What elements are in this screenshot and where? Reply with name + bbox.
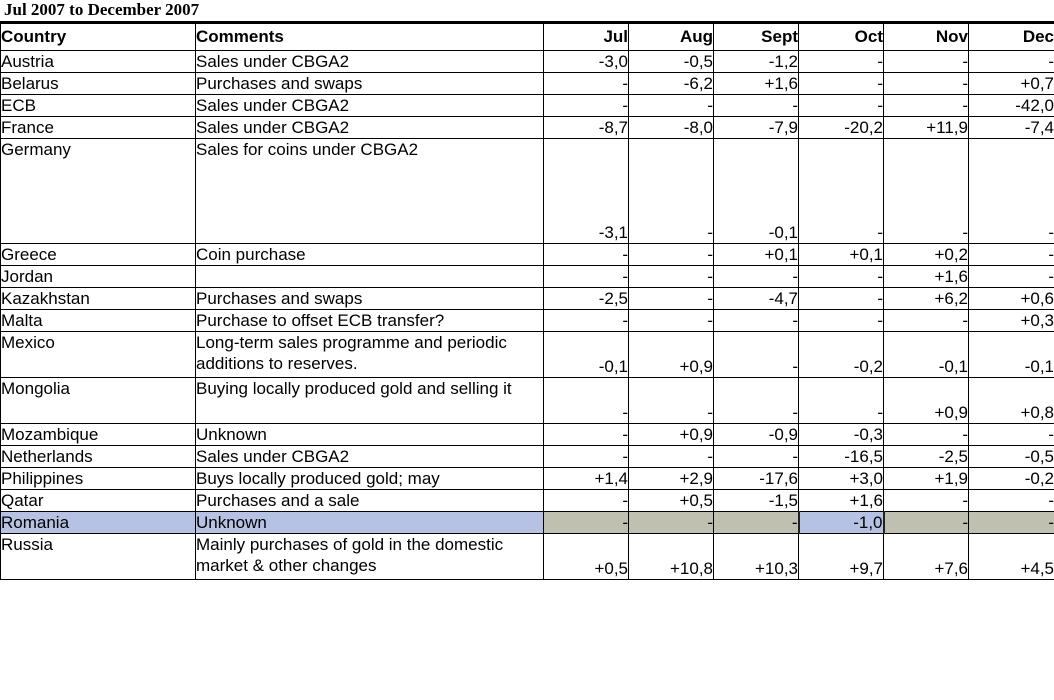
cell-dec[interactable]: - [969, 266, 1054, 288]
cell-nov[interactable]: - [884, 95, 969, 117]
cell-comments[interactable]: Buys locally produced gold; may [196, 468, 544, 490]
cell-jul[interactable]: -8,7 [544, 117, 629, 139]
cell-country[interactable]: Romania [1, 512, 196, 534]
cell-aug[interactable]: - [629, 288, 714, 310]
cell-country[interactable]: Qatar [1, 490, 196, 512]
cell-nov[interactable]: +0,9 [884, 378, 969, 424]
cell-aug[interactable]: - [629, 244, 714, 266]
cell-oct[interactable]: - [799, 73, 884, 95]
cell-jul[interactable]: - [544, 73, 629, 95]
cell-jul[interactable]: - [544, 424, 629, 446]
cell-jul[interactable]: - [544, 512, 629, 534]
cell-country[interactable]: Mexico [1, 332, 196, 378]
cell-dec[interactable]: - [969, 51, 1054, 73]
cell-comments[interactable]: Purchases and swaps [196, 73, 544, 95]
cell-aug[interactable]: +0,9 [629, 332, 714, 378]
table-row-selected[interactable] [1, 512, 1054, 534]
cell-nov[interactable]: - [884, 73, 969, 95]
cell-comments[interactable]: Sales under CBGA2 [196, 51, 544, 73]
cell-oct[interactable]: -20,2 [799, 117, 884, 139]
cell-sept[interactable]: - [714, 310, 799, 332]
column-header-sept[interactable]: Sept [714, 24, 799, 51]
cell-jul[interactable]: - [544, 446, 629, 468]
table-row[interactable] [1, 51, 1054, 73]
table-row[interactable] [1, 288, 1054, 310]
cell-oct[interactable]: +3,0 [799, 468, 884, 490]
cell-oct[interactable]: - [799, 288, 884, 310]
cell-sept[interactable]: - [714, 95, 799, 117]
cell-oct-active[interactable]: -1,0 [799, 512, 884, 534]
cell-nov[interactable]: - [884, 310, 969, 332]
cell-aug[interactable]: - [629, 512, 714, 534]
cell-oct[interactable]: -16,5 [799, 446, 884, 468]
cell-jul[interactable]: -3,1 [544, 139, 629, 244]
cell-dec[interactable]: +0,7 [969, 73, 1054, 95]
cell-dec[interactable]: +0,6 [969, 288, 1054, 310]
cell-dec[interactable]: - [969, 490, 1054, 512]
table-row[interactable] [1, 95, 1054, 117]
cell-sept[interactable]: -0,1 [714, 139, 799, 244]
cell-comments[interactable]: Purchases and swaps [196, 288, 544, 310]
cell-nov[interactable]: - [884, 424, 969, 446]
column-header-oct[interactable]: Oct [799, 24, 884, 51]
cell-jul[interactable]: - [544, 266, 629, 288]
cell-aug[interactable]: - [629, 139, 714, 244]
cell-dec[interactable]: -0,2 [969, 468, 1054, 490]
cell-nov[interactable]: - [884, 51, 969, 73]
cell-country[interactable]: Malta [1, 310, 196, 332]
cell-aug[interactable]: - [629, 310, 714, 332]
cell-comments[interactable]: Sales under CBGA2 [196, 446, 544, 468]
table-row[interactable] [1, 378, 1054, 424]
cell-sept[interactable]: -7,9 [714, 117, 799, 139]
cell-dec[interactable]: -7,4 [969, 117, 1054, 139]
cell-nov[interactable]: +1,6 [884, 266, 969, 288]
table-row[interactable] [1, 266, 1054, 288]
cell-comments[interactable]: Sales under CBGA2 [196, 95, 544, 117]
cell-oct[interactable]: +1,6 [799, 490, 884, 512]
column-header-dec[interactable]: Dec [969, 24, 1054, 51]
cell-sept[interactable]: -4,7 [714, 288, 799, 310]
cell-aug[interactable]: -6,2 [629, 73, 714, 95]
cell-aug[interactable]: -8,0 [629, 117, 714, 139]
cell-aug[interactable]: - [629, 266, 714, 288]
cell-oct[interactable]: - [799, 139, 884, 244]
cell-dec[interactable]: -0,1 [969, 332, 1054, 378]
cell-dec[interactable]: +4,5 [969, 534, 1054, 580]
cell-oct[interactable]: +9,7 [799, 534, 884, 580]
cell-sept[interactable]: -0,9 [714, 424, 799, 446]
cell-comments[interactable]: Unknown [196, 424, 544, 446]
table-row[interactable] [1, 139, 1054, 244]
cell-comments[interactable]: Long-term sales programme and periodic additions to reserves. [196, 332, 544, 378]
cell-nov[interactable]: -2,5 [884, 446, 969, 468]
cell-sept[interactable]: - [714, 446, 799, 468]
cell-dec[interactable]: -0,5 [969, 446, 1054, 468]
cell-comments[interactable]: Sales under CBGA2 [196, 117, 544, 139]
cell-comments[interactable]: Mainly purchases of gold in the domestic market & other changes [196, 534, 544, 580]
cell-dec[interactable]: +0,8 [969, 378, 1054, 424]
cell-country[interactable]: Philippines [1, 468, 196, 490]
cell-sept[interactable]: - [714, 378, 799, 424]
cell-sept[interactable]: +10,3 [714, 534, 799, 580]
table-row[interactable] [1, 310, 1054, 332]
cell-comments[interactable]: Purchases and a sale [196, 490, 544, 512]
cell-dec[interactable]: - [969, 424, 1054, 446]
cell-nov[interactable]: +1,9 [884, 468, 969, 490]
column-header-nov[interactable]: Nov [884, 24, 969, 51]
cell-oct[interactable]: - [799, 310, 884, 332]
cell-country[interactable]: Austria [1, 51, 196, 73]
cell-dec[interactable]: +0,3 [969, 310, 1054, 332]
cell-dec[interactable]: - [969, 512, 1054, 534]
cell-aug[interactable]: - [629, 446, 714, 468]
table-row[interactable] [1, 534, 1054, 580]
cell-comments[interactable]: Purchase to offset ECB transfer? [196, 310, 544, 332]
cell-jul[interactable]: +0,5 [544, 534, 629, 580]
cell-oct[interactable]: - [799, 378, 884, 424]
table-row[interactable] [1, 117, 1054, 139]
cell-oct[interactable]: +0,1 [799, 244, 884, 266]
cell-sept[interactable]: - [714, 512, 799, 534]
cell-country[interactable]: Greece [1, 244, 196, 266]
cell-nov[interactable]: -0,1 [884, 332, 969, 378]
cell-comments[interactable]: Buying locally produced gold and selling it [196, 378, 544, 424]
column-header-jul[interactable]: Jul [544, 24, 629, 51]
cell-jul[interactable]: -3,0 [544, 51, 629, 73]
cell-country[interactable]: Kazakhstan [1, 288, 196, 310]
cell-jul[interactable]: - [544, 378, 629, 424]
cell-jul[interactable]: - [544, 490, 629, 512]
cell-oct[interactable]: -0,3 [799, 424, 884, 446]
cell-jul[interactable]: - [544, 310, 629, 332]
cell-comments[interactable]: Unknown [196, 512, 544, 534]
cell-nov[interactable]: +6,2 [884, 288, 969, 310]
table-row[interactable] [1, 424, 1054, 446]
cell-jul[interactable]: +1,4 [544, 468, 629, 490]
table-row[interactable] [1, 490, 1054, 512]
cell-sept[interactable]: - [714, 266, 799, 288]
cell-nov[interactable]: +7,6 [884, 534, 969, 580]
cell-country[interactable]: Germany [1, 139, 196, 244]
cell-nov[interactable]: +11,9 [884, 117, 969, 139]
cell-aug[interactable]: - [629, 378, 714, 424]
table-row[interactable] [1, 244, 1054, 266]
column-header-comments[interactable]: Comments [196, 24, 544, 51]
cell-nov[interactable]: - [884, 139, 969, 244]
cell-jul[interactable]: - [544, 244, 629, 266]
table-row[interactable] [1, 446, 1054, 468]
cell-oct[interactable]: -0,2 [799, 332, 884, 378]
cell-country[interactable]: France [1, 117, 196, 139]
cell-oct[interactable]: - [799, 95, 884, 117]
column-header-country[interactable]: Country [1, 24, 196, 51]
cell-comments[interactable] [196, 266, 544, 288]
column-header-aug[interactable]: Aug [629, 24, 714, 51]
cell-oct[interactable]: - [799, 51, 884, 73]
table-row[interactable] [1, 332, 1054, 378]
cell-sept[interactable]: - [714, 332, 799, 378]
cell-nov[interactable]: - [884, 512, 969, 534]
cell-sept[interactable]: -17,6 [714, 468, 799, 490]
cell-nov[interactable]: - [884, 490, 969, 512]
cell-country[interactable]: Belarus [1, 73, 196, 95]
cell-dec[interactable]: - [969, 244, 1054, 266]
cell-aug[interactable]: - [629, 95, 714, 117]
cell-aug[interactable]: +10,8 [629, 534, 714, 580]
cell-sept[interactable]: -1,5 [714, 490, 799, 512]
cell-jul[interactable]: - [544, 95, 629, 117]
cell-country[interactable]: Jordan [1, 266, 196, 288]
cell-sept[interactable]: -1,2 [714, 51, 799, 73]
cell-comments[interactable]: Coin purchase [196, 244, 544, 266]
cell-sept[interactable]: +0,1 [714, 244, 799, 266]
cell-country[interactable]: ECB [1, 95, 196, 117]
cell-country[interactable]: Russia [1, 534, 196, 580]
cell-aug[interactable]: +0,5 [629, 490, 714, 512]
cell-country[interactable]: Mongolia [1, 378, 196, 424]
cell-dec[interactable]: - [969, 139, 1054, 244]
cell-aug[interactable]: +2,9 [629, 468, 714, 490]
cell-country[interactable]: Netherlands [1, 446, 196, 468]
table-row[interactable] [1, 73, 1054, 95]
cell-country[interactable]: Mozambique [1, 424, 196, 446]
cell-jul[interactable]: -2,5 [544, 288, 629, 310]
cell-aug[interactable]: -0,5 [629, 51, 714, 73]
cell-comments[interactable]: Sales for coins under CBGA2 [196, 139, 544, 244]
cell-jul[interactable]: -0,1 [544, 332, 629, 378]
table-row[interactable] [1, 468, 1054, 490]
cell-dec[interactable]: -42,0 [969, 95, 1054, 117]
table-header-row [1, 24, 1054, 51]
cell-sept[interactable]: +1,6 [714, 73, 799, 95]
cell-aug[interactable]: +0,9 [629, 424, 714, 446]
page-title: Jul 2007 to December 2007 [0, 0, 1054, 23]
cell-oct[interactable]: - [799, 266, 884, 288]
gold-reserves-table [0, 23, 1054, 580]
cell-nov[interactable]: +0,2 [884, 244, 969, 266]
